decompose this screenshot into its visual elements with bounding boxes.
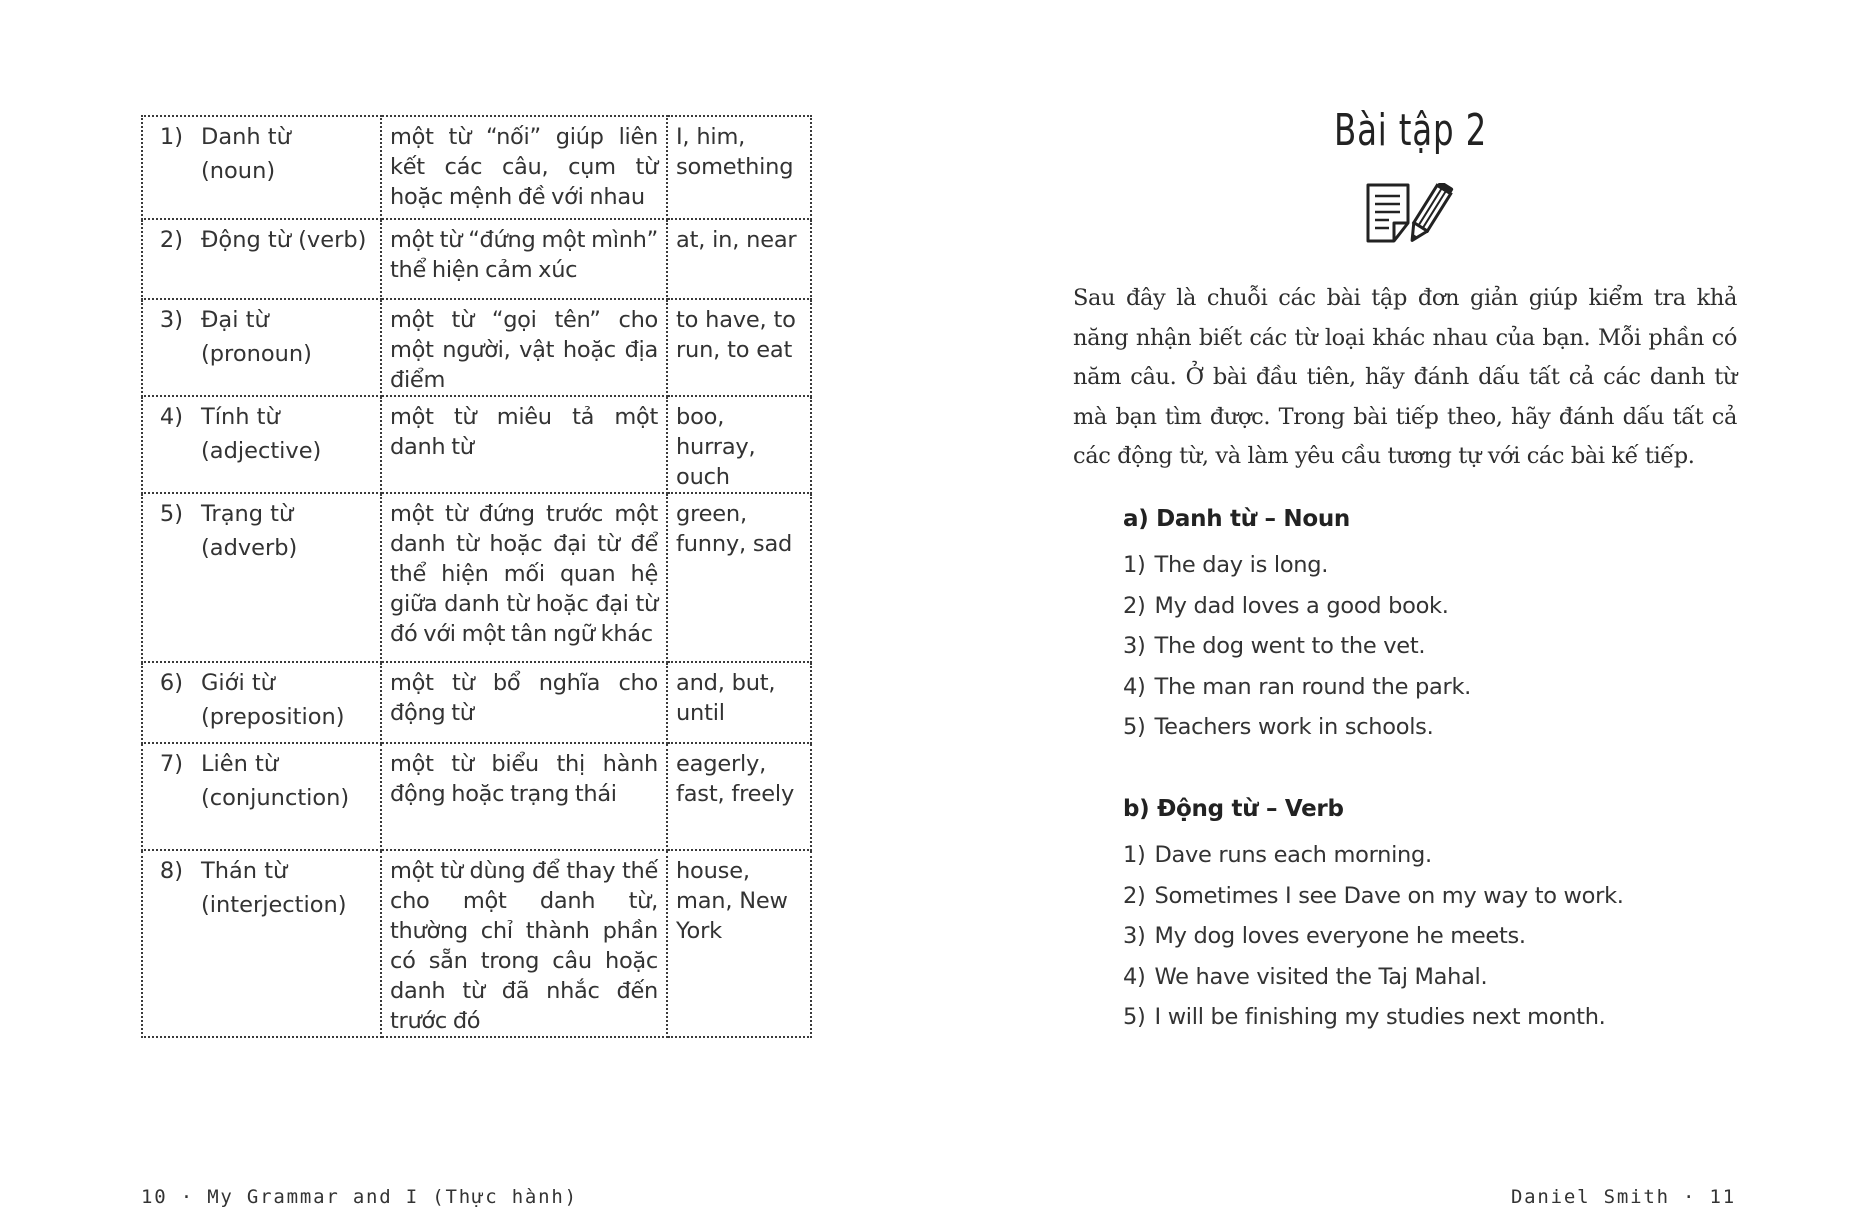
- term-cell: [142, 493, 381, 662]
- term-name: Đại từ: [201, 307, 269, 333]
- term-name: Liên từ: [201, 751, 279, 777]
- term-cell: [142, 850, 381, 1037]
- term-name: Động từ (verb): [201, 227, 367, 253]
- list-item: 2) My dad loves a good book.: [1123, 592, 1449, 619]
- exercise-section-noun: [1123, 502, 1471, 748]
- exercise-title: Bài tập 2: [1334, 105, 1488, 156]
- term-english: (interjection): [201, 892, 347, 918]
- table-row: [142, 662, 811, 743]
- definition-cell: một từ “nối” giúp liên kết các câu, cụm từ hoặc mệnh đề với nhau: [381, 116, 667, 219]
- term-cell: [142, 743, 381, 850]
- definition-cell: một từ bổ nghĩa cho động từ: [381, 662, 667, 743]
- examples-cell: to have, to run, to eat: [667, 299, 811, 396]
- table-row: [142, 396, 811, 493]
- row-number: 6): [159, 670, 183, 696]
- exercise-intro: Sau đây là chuỗi các bài tập đơn giản giúp kiểm tra khả năng nhận biết các từ loại khác nhau của bạn. Mỗi phần có năm câu. Ở bài đầu tiên, hãy đánh dấu tất cả các danh từ mà bạn tìm được. Trong bài tiếp theo, hãy đánh dấu tất cả các động từ, và làm yêu cầu tương tự với các bài kế tiếp.: [1073, 285, 1737, 469]
- sentence-list: [1123, 835, 1624, 1038]
- term-english: (preposition): [201, 704, 345, 730]
- term-cell: [142, 116, 381, 219]
- definition-cell: một từ “gọi tên” cho một người, vật hoặc địa điểm: [381, 299, 667, 396]
- term-english: (pronoun): [201, 341, 312, 367]
- row-number: 5): [159, 501, 183, 527]
- row-number: 3): [159, 307, 183, 333]
- row-number: 4): [159, 404, 183, 430]
- term-cell: [142, 662, 381, 743]
- definition-cell: một từ dùng để thay thế cho một danh từ, thường chỉ thành phần có sẵn trong câu hoặc danh từ đã nhắc đến trước đó: [381, 850, 667, 1037]
- term-cell: [142, 396, 381, 493]
- row-number: 8): [159, 858, 183, 884]
- examples-cell: I, him, something: [667, 116, 811, 219]
- section-heading: b) Động từ – Verb: [1123, 796, 1344, 822]
- definition-cell: một từ biểu thị hành động hoặc trạng thái: [381, 743, 667, 850]
- term-english: (conjunction): [201, 785, 350, 811]
- notebook-pencil-icon: [1364, 183, 1458, 249]
- examples-cell: green, funny, sad: [667, 493, 811, 662]
- examples-cell: house, man, New York: [667, 850, 811, 1037]
- list-item: 1) Dave runs each morning.: [1123, 842, 1432, 868]
- term-english: (noun): [201, 158, 276, 184]
- table-row: [142, 299, 811, 396]
- sentence-list: [1123, 545, 1471, 748]
- term-cell: [142, 299, 381, 396]
- term-name: Thán từ: [201, 858, 288, 884]
- list-item: 4) We have visited the Taj Mahal.: [1123, 963, 1488, 990]
- row-number: 2): [159, 227, 183, 253]
- list-item: 5) Teachers work in schools.: [1123, 714, 1434, 740]
- term-name: Tính từ: [201, 404, 280, 430]
- exercise-section-verb: [1123, 792, 1624, 1038]
- list-item: 1) The day is long.: [1123, 552, 1329, 578]
- list-item: 2) Sometimes I see Dave on my way to work.: [1123, 882, 1624, 909]
- term-english: (adjective): [201, 438, 322, 464]
- table-row: [142, 493, 811, 662]
- table-row: [142, 850, 811, 1037]
- definition-cell: một từ “đứng một mình” thể hiện cảm xúc: [381, 219, 667, 299]
- term-name: Trạng từ: [201, 501, 294, 527]
- term-cell: [142, 219, 381, 299]
- row-number: 1): [159, 124, 183, 150]
- term-name: Danh từ: [201, 124, 291, 150]
- parts-of-speech-table: [141, 115, 812, 1038]
- page-footer-right: Daniel Smith · 11: [1510, 1186, 1736, 1208]
- examples-cell: at, in, near: [667, 219, 811, 299]
- list-item: 3) The dog went to the vet.: [1123, 633, 1426, 659]
- term-name: Giới từ: [201, 670, 275, 696]
- table-row: [142, 116, 811, 219]
- list-item: 3) My dog loves everyone he meets.: [1123, 923, 1526, 949]
- definition-cell: một từ miêu tả một danh từ: [381, 396, 667, 493]
- row-number: 7): [159, 751, 183, 777]
- examples-cell: eagerly, fast, freely: [667, 743, 811, 850]
- section-heading: a) Danh từ – Noun: [1123, 506, 1350, 532]
- definition-cell: một từ đứng trước một danh từ hoặc đại từ để thể hiện mối quan hệ giữa danh từ hoặc đại từ đó với một tân ngữ khác: [381, 493, 667, 662]
- page-footer-left: 10 · My Grammar and I (Thực hành): [141, 1186, 578, 1208]
- examples-cell: and, but, until: [667, 662, 811, 743]
- examples-cell: boo, hurray, ouch: [667, 396, 811, 493]
- list-item: 5) I will be finishing my studies next month.: [1123, 1004, 1606, 1030]
- table-row: [142, 219, 811, 299]
- term-english: (adverb): [201, 535, 298, 561]
- table-row: [142, 743, 811, 850]
- list-item: 4) The man ran round the park.: [1123, 673, 1472, 700]
